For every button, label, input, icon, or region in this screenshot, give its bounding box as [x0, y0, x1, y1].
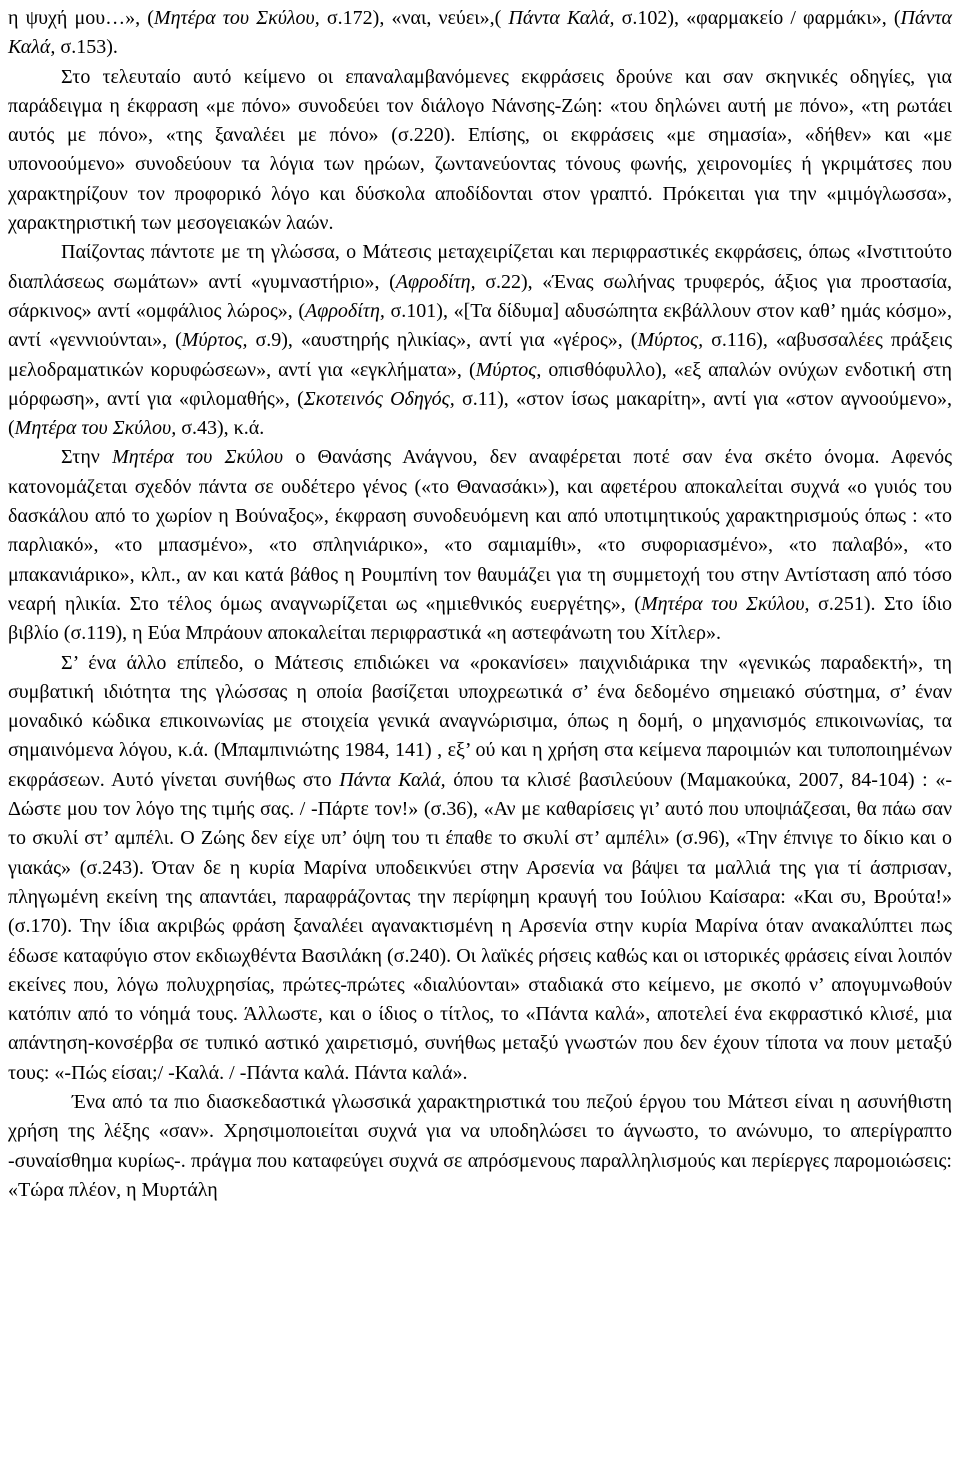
paragraph: [8, 4, 952, 63]
italic-title: Μύρτος,: [181, 329, 248, 352]
paragraph: [8, 649, 952, 1088]
italic-title: Μύρτος: [475, 358, 537, 381]
paragraph: [8, 238, 952, 443]
text-run: σ.172), «ναι, νεύει»,(: [319, 7, 509, 29]
italic-title: Μητέρα του Σκύλου,: [640, 592, 810, 615]
text-run: σ.9), «αυστηρής ηλικίας», αντί για «γέρος», (: [247, 329, 638, 352]
text-run: σ.43), κ.ά.: [176, 417, 265, 440]
text-run: Παίζοντας πάντοτε με τη γλώσσα, ο Μάτεσις μεταχειρίζεται και περιφραστικές εκφράσεις, όπως «Ινστιτούτο διαπλάσεως σωμάτων» αντί «γυμναστήριο», (: [8, 241, 952, 293]
text-run: σ.101), «[Τα δίδυμα] αδυσώπητα εκβάλλουν στον καθ’ ημάς κόσμο», αντί «γεννιούνται», (: [8, 299, 952, 352]
paragraph: [8, 443, 952, 648]
italic-title: Μητέρα του Σκύλου,: [153, 7, 320, 29]
text-run: Στην: [61, 446, 113, 469]
text-run: Στο τελευταίο αυτό κείμενο οι επαναλαμβανόμενες εκφράσεις δρούνε και σαν σκηνικές οδηγίες, για παράδειγμα η έκφραση «με πόνο» συνοδεύει τον διάλογο Νάνσης-Ζώη: «του δηλώνει αυτή με πόνο», «τη ρωτάει αυτός με πόνο», «της ξαναλέει με πόνο» (σ.220). Επίσης, οι εκφράσεις «με σημασία», «δήθεν» και «με υπονοούμενο» συνοδεύουν τα λόγια των ηρώων, ζωντανεύοντας τόνους φωνής, χειρονομίες ή γκριμάτσες που χαρακτηρίζουν τον προφορικό λόγο και δύσκολα αποδίδονται στον γραπτό. Πρόκειται για την «μιμόγλωσσα», χαρακτηριστική των μεσογειακών λαών.: [8, 65, 952, 235]
text-run: Σ’ ένα άλλο επίπεδο, ο Μάτεσις επιδιώκει να «ροκανίσει» παιχνιδιάρικα την «γενικώς παραδεκτή», τη συμβατική ιδιότητα της γλώσσας η οποία βασίζεται υποχρεωτικά σ’ ένα δεδομένο σημειακό σύστημα, σ’ έναν μοναδικό κώδικα επικοινωνίας με στοιχεία γενικά αναγνώρισιμα, όπως η δομή, ο μηχανισμός επικοινωνίας, τα σημαινόμενα λόγου, κ.ά. (Μπαμπινιώτης 1984, 141) , εξ’ ού και η χρήση στα κείμενα παροιμιών και τυποποιημένων εκφράσεων. Αυτό γίνεται συνήθως στο: [8, 651, 952, 791]
italic-title: Πάντα Καλά,: [8, 7, 952, 59]
text-run: σ.153).: [55, 36, 118, 59]
italic-title: Σκοτεινός Οδηγός,: [303, 387, 455, 410]
paragraph: [8, 63, 952, 239]
text-run: σ.102), «φαρμακείο / φαρμάκι», (: [614, 7, 901, 29]
italic-title: Πάντα Καλά,: [508, 7, 615, 29]
italic-title: Αφροδίτη,: [395, 270, 476, 293]
text-run: , οπισθόφυλλο), «εξ απαλών ονύχων ενδοτική στη μόρφωση», αντί για «φιλομαθής», (: [8, 358, 952, 410]
text-run: Ένα από τα πιο διασκεδαστικά γλωσσικά χαρακτηριστικά του πεζού έργου του Μάτεσι είναι η ασυνήθιστη χρήση της λέξης «σαν». Χρησιμοποιείται συχνά για να υποδηλώσει το άγνωστο, το ανώνυμο, το απερίγραπτο -συναίσθημα κυρίως-. πράγμα που καταφεύγει συχνά σε απρόσμενους παραλληλισμούς και περίεργες παρομοιώσεις: «Τώρα πλέον, η Μυρτάλη: [8, 1090, 952, 1201]
text-run: η ψυχή μου…», (: [8, 7, 154, 29]
text-run: όπου τα κλισέ βασιλεύουν (Μαμακούκα, 2007, 84-104) : «-Δώστε μου τον λόγο της τιμής σας. / -Πάρτε τον!» (σ.36), «Αν με καθαρίσεις γι’ αυτό που υποψιάζεσαι, θα πάω σαν το σκυλί στ’ αμπέλι. Ο Ζώης δεν είχε υπ’ όψη του τι έπαθε το σκυλί στ’ αμπέλι» (σ.96), «Την έπνιγε το δίκιο και ο γιακάς» (σ.243). Όταν δε η κυρία Μαρίνα υποδεικνύει στην Αρσενία να βάψει τα μαλλιά της για τί άσπρισαν, πληγωμένη εκείνη της απαντάει, παραφράζοντας την περίφημη κραυγή του Ιούλιου Καίσαρα: «Και συ, Βρούτα!» (σ.170). Την ίδια ακριβώς φράση ξαναλέει αγανακτισμένη η Αρσενία στην κυρία Μαρίνα όταν ανακαλύπτει πως έδωσε καταφύγιο στον εκδιωχθέντα Βασιλάκη (σ.240). Οι λαϊκές ρήσεις καθώς και οι ιστορικές φράσεις είναι λοιπόν εκείνες που, λόγω πολυχρησίας, πρώτες-πρώτες «διαλύονται» σταδιακά στο κείμενο, με σκοπό ν’ απογυμνωθούν κατόπιν από το νόημά τους. Άλλωστε, και ο ίδιος ο τίτλος, το «Πάντα καλά», αποτελεί ένα εκφραστικό κλισέ, μια απάντηση-κονσέρβα σε τυπικό αστικό χαιρετισμό, συνήθως μεταξύ γνωστών που δεν έχουν τίποτα να πουν μεταξύ τους: «-Πώς είσαι;/ -Καλά. / -Πάντα καλά. Πάντα καλά».: [8, 768, 952, 1084]
italic-title: Πάντα Καλά,: [339, 768, 446, 791]
italic-title: Μύρτος,: [637, 329, 704, 352]
italic-title: Μητέρα του Σκύλου,: [14, 417, 177, 440]
italic-title: Μητέρα του Σκύλου: [112, 446, 284, 469]
text-run: σ.22), «Ένας σωλήνας τρυφερός, άξιος για προστασία, σάρκινος» αντί «ομφάλιος λώρος», (: [8, 270, 953, 322]
italic-title: Αφροδίτη,: [305, 299, 385, 322]
text-run: ο Θανάσης Ανάγνου, δεν αναφέρεται ποτέ σαν ένα σκέτο όνομα. Αφενός κατονομάζεται σχεδόν πάντα σε ουδέτερο γένος («το Θανασάκι»), και αφετέρου αποκαλείται συχνά «ο γυιός του δασκάλου από το χωρίον η Βούναξος», έκφραση συνοδευόμενη και από υποτιμητικούς χαρακτηρισμούς όπως : «το παρλιακό», «το μπασμένο», «το σπληνιάρικο», «το σαμιαμίθι», «το συφοριασμένο», «το παλαβό», «το μπακανιάρικο», κλπ., αν και κατά βάθος η Ρουμπίνη τον θαυμάζει για τη συμμετοχή του στην Αντίσταση από τόσο νεαρή ηλικία. Στο τέλος όμως αναγνωρίζεται ως «ημιεθνικός ευεργέτης», (: [8, 446, 953, 615]
text-run: σ.251). Στο ίδιο βιβλίο (σ.119), η Εύα Μπράουν αποκαλείται περιφραστικά «η αστεφάνωτη του Χίτλερ».: [8, 592, 953, 645]
text-run: σ.11), «στον ίσως μακαρίτη», αντί για «στον αγνοούμενο», (: [8, 387, 953, 440]
paragraph: [8, 1088, 952, 1205]
text-run: σ.116), «αβυσσαλέες πράξεις μελοδραματικών κορυφώσεων», αντί για «εγκλήματα», (: [8, 329, 952, 381]
